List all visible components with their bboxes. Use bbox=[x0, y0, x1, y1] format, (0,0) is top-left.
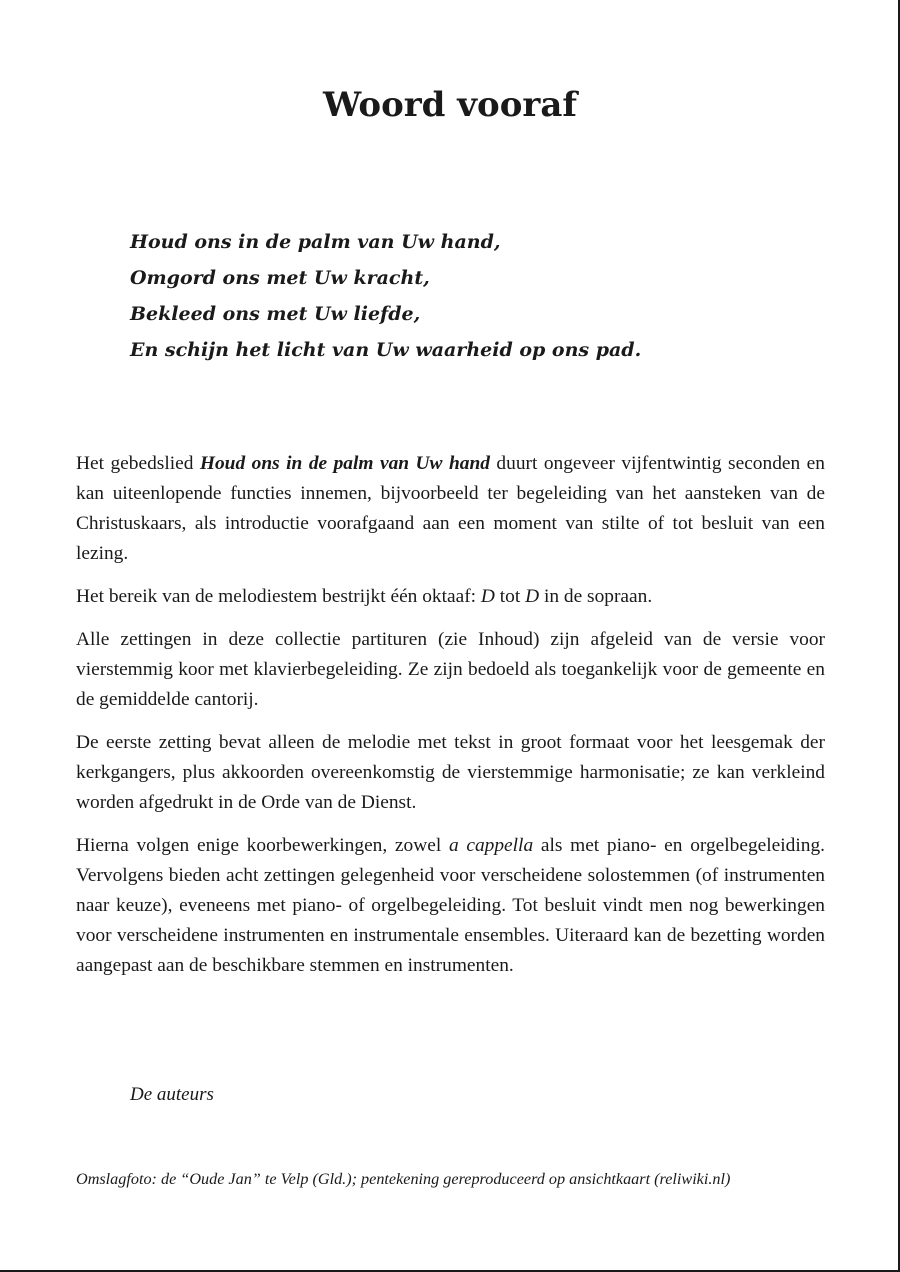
poem-line: Bekleed ons met Uw liefde, bbox=[130, 303, 421, 325]
poem-line: En schijn het licht van Uw waarheid op ons pad. bbox=[130, 339, 642, 361]
cover-credit: Omslagfoto: de “Oude Jan” te Velp (Gld.); pentekening gereproduceerd op ansichtkaart (reliwiki.nl) bbox=[76, 1170, 731, 1188]
page-title: Woord vooraf bbox=[323, 85, 577, 125]
paragraph-intro: Het gebedslied Houd ons in de palm van Uw hand duurt ongeveer vijfentwintig seconden en kan uiteenlopende functies innemen, bijvoorbeeld ter begeleiding van het aansteken van de Christuskaars, als introductie voorafgaand aan een moment van stilte of tot besluit van een lezing. bbox=[76, 453, 825, 564]
a-cappella-term: a cappella bbox=[448, 835, 534, 856]
paragraph-arrangements: Hierna volgen enige koorbewerkingen, zowel a cappella als met piano- en orgelbegeleiding. Vervolgens bieden acht zettingen gelegenheid voor verscheidene solostemmen (of instrumenten naar keuze), eveneens met piano- of orgelbegeleiding. Tot besluit vindt men nog bewerkingen voor verscheidene instrumenten en instrumentale ensembles. Uiteraard kan de bezetting worden aangepast aan de beschikbare stemmen en instrumenten. bbox=[76, 835, 825, 976]
note-low: D bbox=[480, 586, 495, 607]
paragraph-first-setting: De eerste zetting bevat alleen de melodie met tekst in groot formaat voor het leesgemak der kerkgangers, plus akkoorden overeenkomstig de vierstemmige harmonisatie; ze kan verkleind worden afgedrukt in de Orde van de Dienst. bbox=[76, 732, 825, 813]
body-text bbox=[76, 449, 825, 994]
song-title: Houd ons in de palm van Uw hand bbox=[199, 453, 490, 474]
poem-block bbox=[130, 224, 810, 368]
signature: De auteurs bbox=[130, 1084, 214, 1105]
poem-line: Houd ons in de palm van Uw hand, bbox=[130, 231, 501, 253]
paragraph-range: Het bereik van de melodiestem bestrijkt één oktaaf: D tot D in de sopraan. bbox=[76, 586, 653, 607]
poem-line: Omgord ons met Uw kracht, bbox=[130, 267, 430, 289]
note-high: D bbox=[525, 586, 540, 607]
paragraph-settings: Alle zettingen in deze collectie partituren (zie Inhoud) zijn afgeleid van de versie voor vierstemmig koor met klavierbegeleiding. Ze zijn bedoeld als toegankelijk voor de gemeente en de gemiddelde cantorij. bbox=[76, 629, 825, 710]
